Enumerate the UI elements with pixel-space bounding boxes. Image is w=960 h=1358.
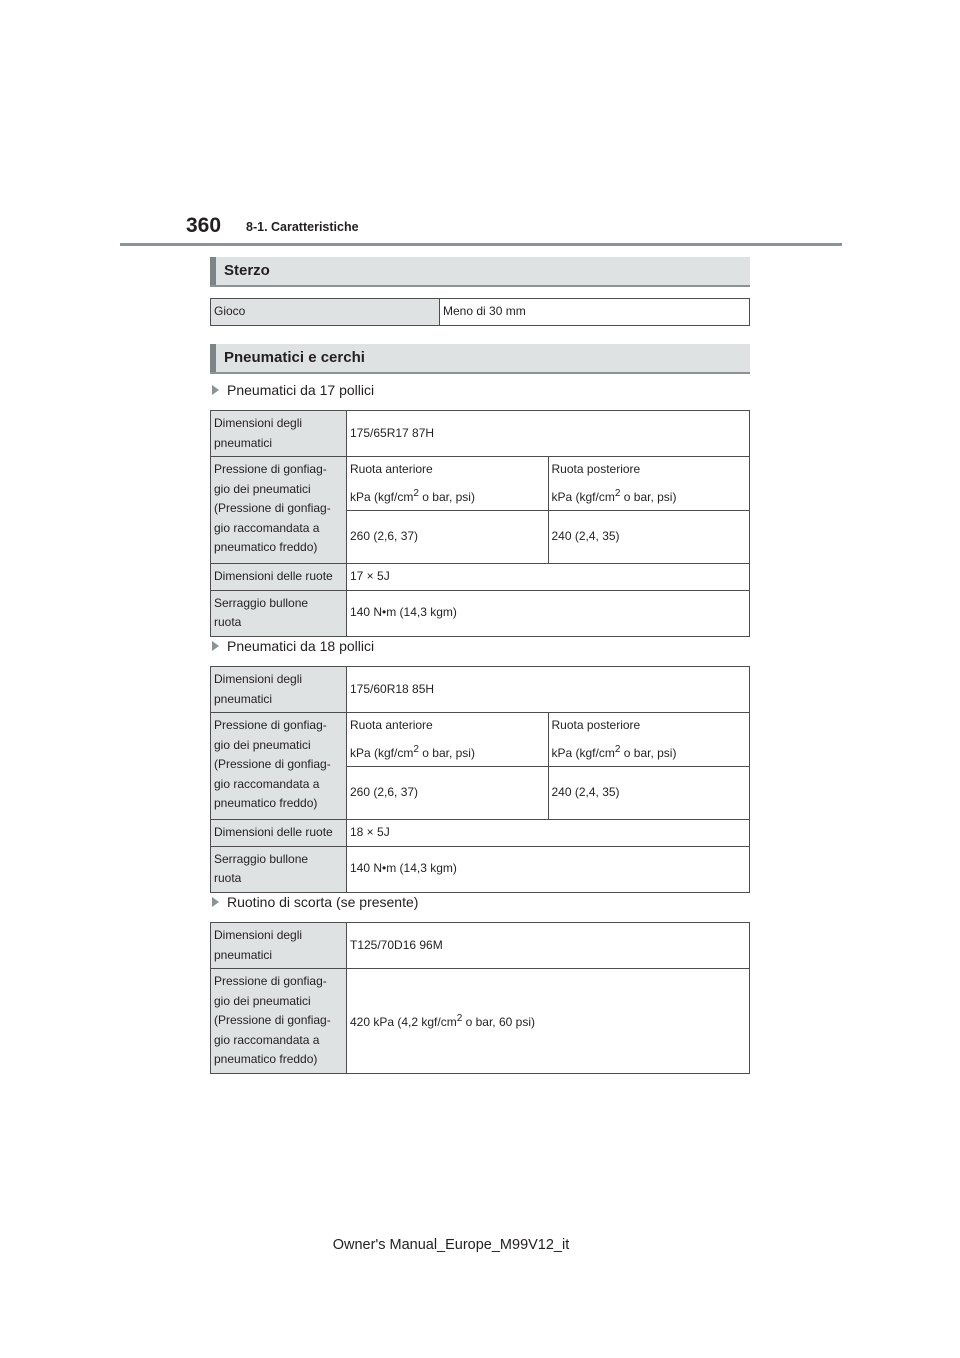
torque-label: Serraggio bullone ruota — [211, 846, 347, 892]
subheading-text: Pneumatici da 17 pollici — [227, 382, 375, 398]
subheading-17 — [212, 382, 374, 398]
wheel-value: 18 × 5J — [347, 820, 750, 847]
header-rule — [120, 243, 842, 246]
dim-label: Dimensioni degli pneumatici — [211, 411, 347, 457]
gioco-value: Meno di 30 mm — [440, 299, 750, 326]
rear-pressure-value: 240 (2,4, 35) — [548, 511, 750, 564]
front-pressure-value: 260 (2,6, 37) — [347, 767, 549, 820]
triangle-bullet-icon — [212, 385, 219, 395]
table-17 — [210, 410, 750, 637]
subheading-spare — [212, 894, 418, 910]
wheel-label: Dimensioni delle ruote — [211, 820, 347, 847]
table-row — [211, 411, 750, 457]
section-title: Pneumatici e cerchi — [224, 349, 365, 366]
section-title: Sterzo — [224, 262, 270, 279]
gioco-label: Gioco — [211, 299, 440, 326]
section-heading-pneumatici — [210, 344, 750, 374]
dim-value: 175/65R17 87H — [347, 411, 750, 457]
subheading-text: Pneumatici da 18 pollici — [227, 638, 375, 654]
front-wheel-header: Ruota anteriore kPa ($kgf/cm^2$ o bar, psi) — [347, 457, 549, 511]
dim-label: Dimensioni degli pneumatici — [211, 667, 347, 713]
footer-text: Owner's Manual_Europe_M99V12_it — [332, 1237, 570, 1253]
table-row — [211, 846, 750, 892]
table-18 — [210, 666, 750, 893]
table-row — [211, 923, 750, 969]
front-wheel-header: Ruota anteriore kPa ($kgf/cm^2$ o bar, psi) — [347, 713, 549, 767]
table-row — [211, 457, 750, 511]
subheading-18 — [212, 638, 374, 654]
subheading-text: Ruotino di scorta (se presente) — [227, 894, 419, 910]
table-sterzo — [210, 298, 750, 326]
table-spare — [210, 922, 750, 1074]
triangle-bullet-icon — [212, 641, 219, 651]
pressure-label: Pressione di gonfiag- gio dei pneumatici (Pressione di gonfiag- gio raccomandata a pneumatico freddo) — [211, 969, 347, 1074]
pressure-label: Pressione di gonfiag- gio dei pneumatici (Pressione di gonfiag- gio raccomandata a pneumatico freddo) — [211, 713, 347, 820]
pressure-label: Pressione di gonfiag- gio dei pneumatici (Pressione di gonfiag- gio raccomandata a pneumatico freddo) — [211, 457, 347, 564]
table-row — [211, 820, 750, 847]
section-bar — [210, 257, 216, 285]
torque-value: 140 N•m (14,3 kgm) — [347, 846, 750, 892]
dim-label: Dimensioni degli pneumatici — [211, 923, 347, 969]
table-row — [211, 299, 750, 326]
page-number: 360 — [186, 214, 222, 237]
table-row — [211, 667, 750, 713]
rear-wheel-header: Ruota posteriore kPa ($kgf/cm^2$ o bar, psi) — [548, 457, 750, 511]
table-row — [211, 590, 750, 636]
chapter-title: 8-1. Caratteristiche — [246, 220, 359, 234]
wheel-value: 17 × 5J — [347, 564, 750, 591]
rear-wheel-header: Ruota posteriore kPa ($kgf/cm^2$ o bar, psi) — [548, 713, 750, 767]
dim-value: 175/60R18 85H — [347, 667, 750, 713]
wheel-label: Dimensioni delle ruote — [211, 564, 347, 591]
table-row — [211, 564, 750, 591]
dim-value: T125/70D16 96M — [347, 923, 750, 969]
table-row — [211, 713, 750, 767]
front-pressure-value: 260 (2,6, 37) — [347, 511, 549, 564]
section-bar — [210, 344, 216, 372]
torque-value: 140 N•m (14,3 kgm) — [347, 590, 750, 636]
rear-pressure-value: 240 (2,4, 35) — [548, 767, 750, 820]
section-heading-sterzo — [210, 257, 750, 287]
table-row — [211, 969, 750, 1074]
triangle-bullet-icon — [212, 897, 219, 907]
pressure-value: 420 kPa (4,2 kgf/$cm^2$ o bar, 60 psi) — [347, 969, 750, 1074]
footer — [0, 1237, 960, 1253]
torque-label: Serraggio bullone ruota — [211, 590, 347, 636]
